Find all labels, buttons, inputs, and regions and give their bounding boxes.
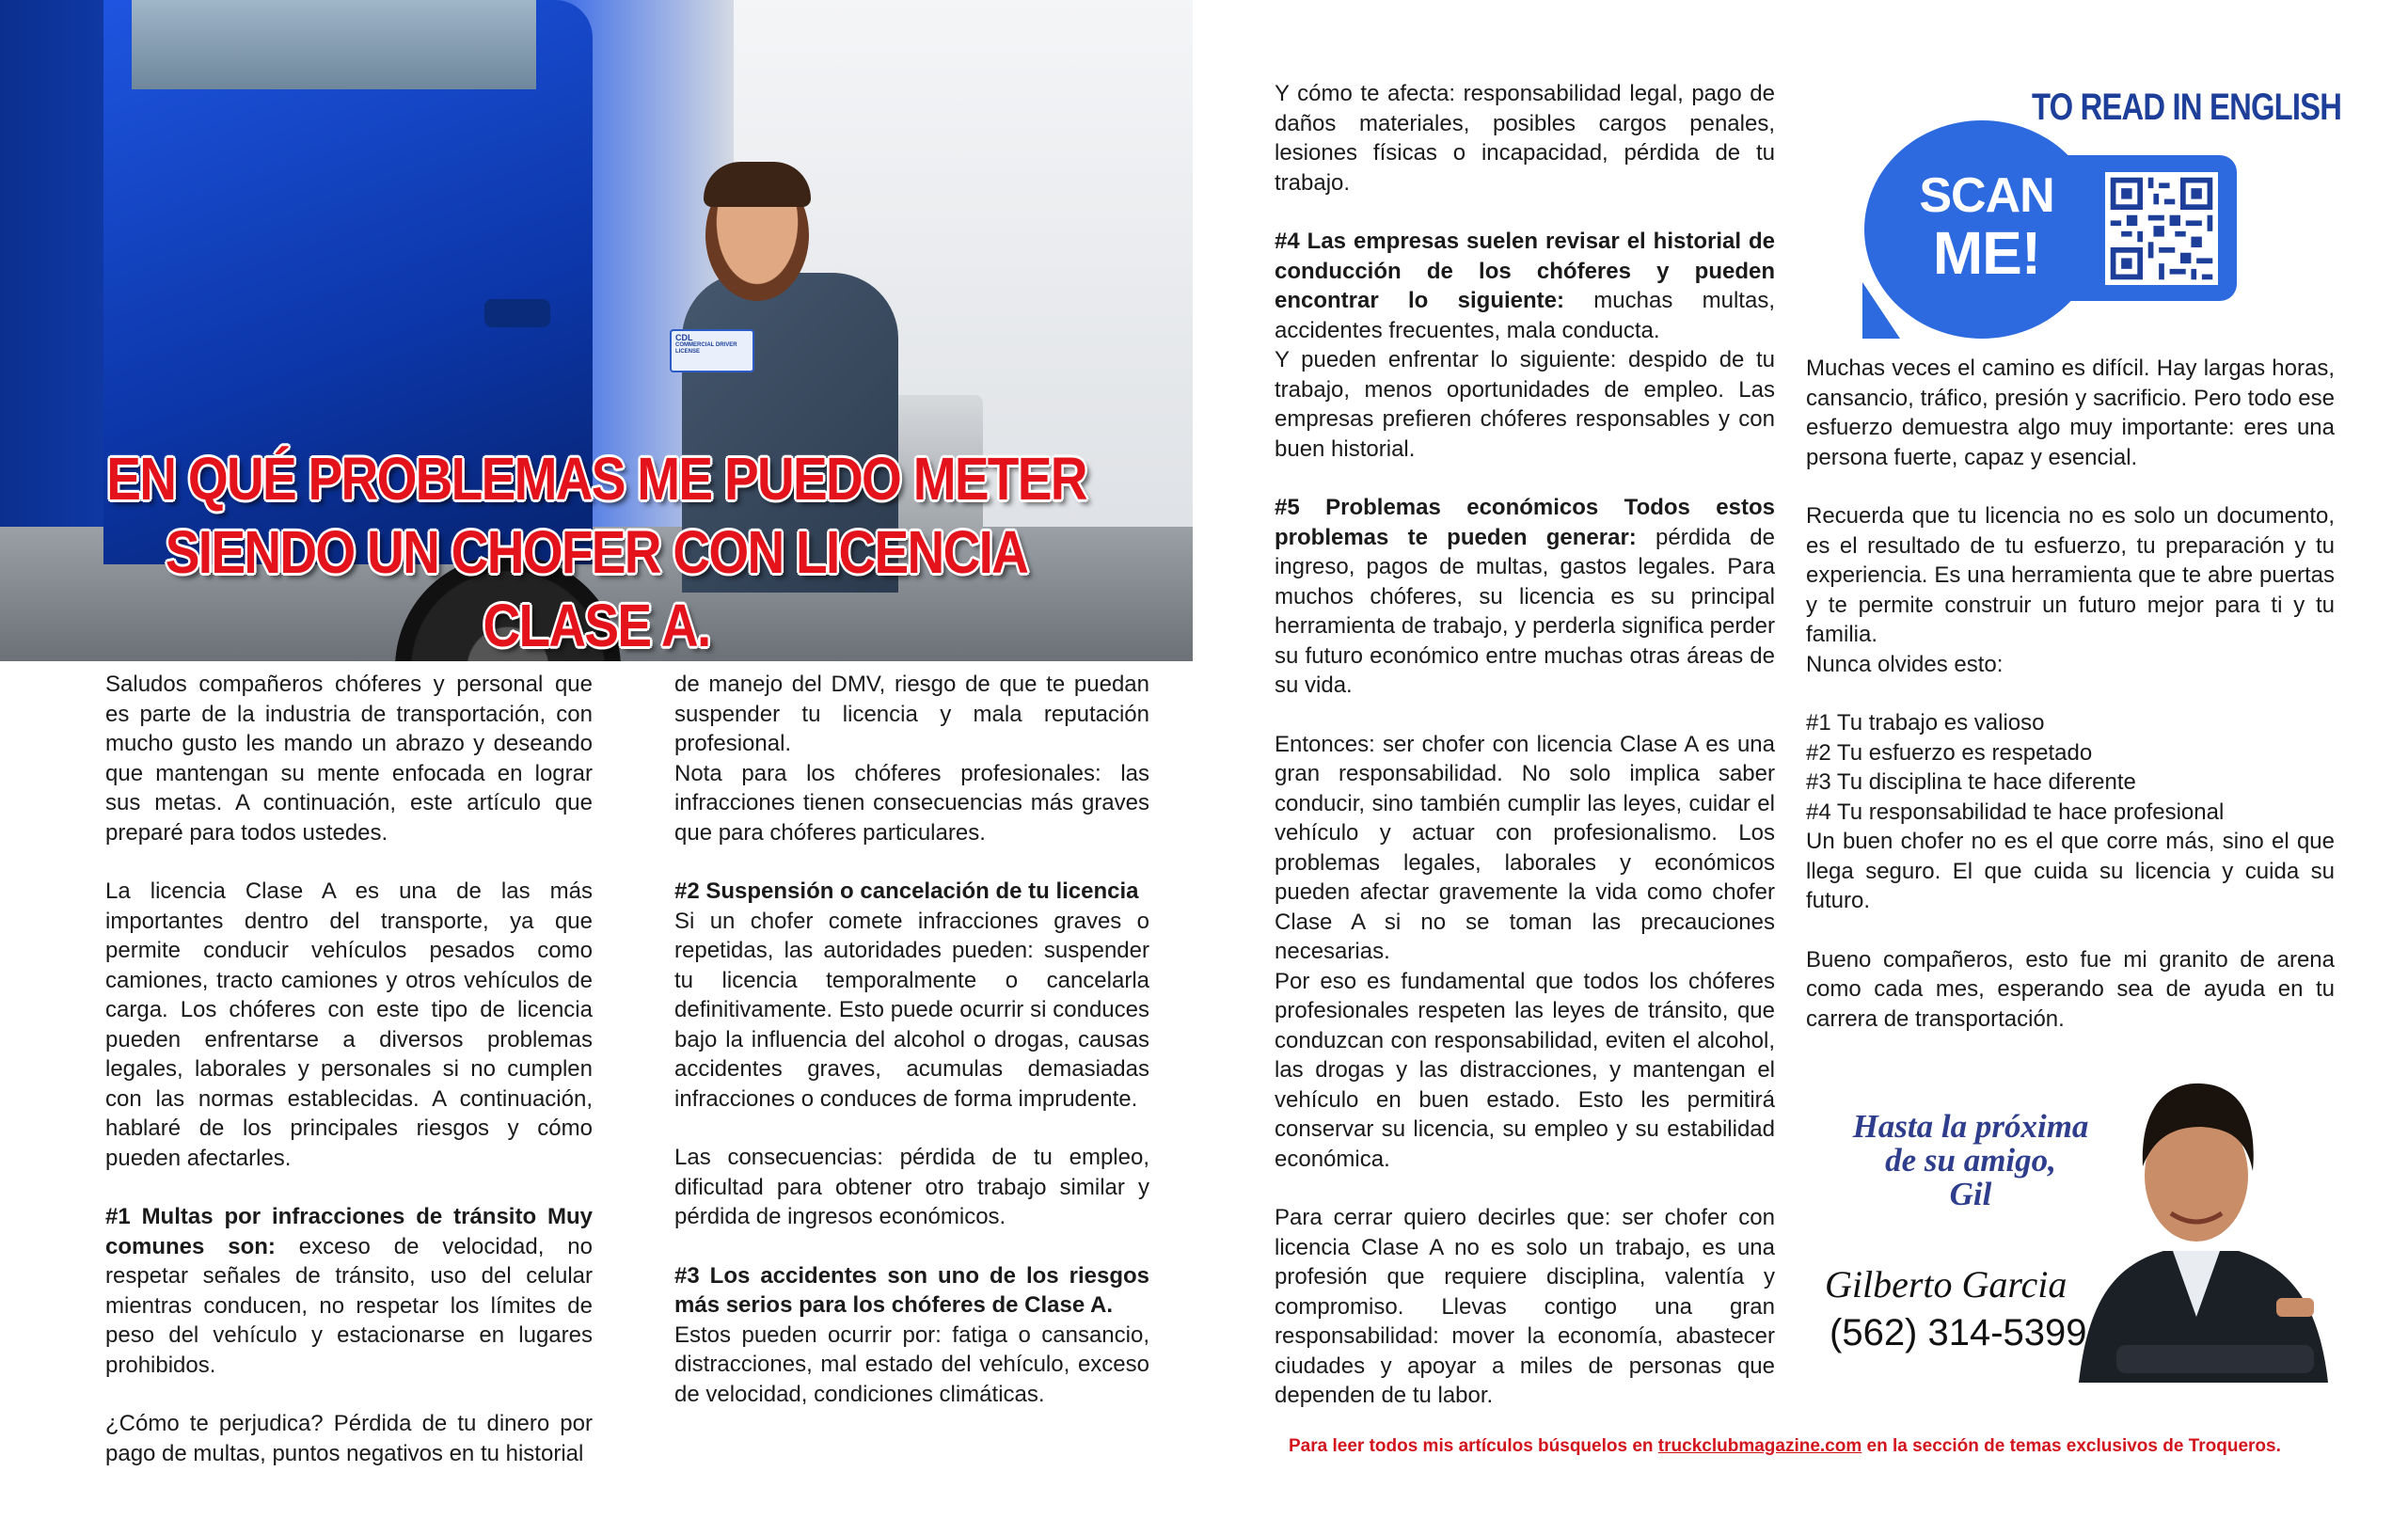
paragraph: Nota para los chóferes profesionales: las infracciones tienen consecuencias más graves que para chóferes particulares.: [674, 760, 1149, 846]
qr-code-icon[interactable]: [2105, 172, 2218, 285]
footer-text-after: en la sección de temas exclusivos de Troqueros.: [1861, 1436, 2281, 1456]
paragraph: Para cerrar quiero decirles que: ser chofer con licencia Clase A no es solo un trabajo, es una profesión que requiere disciplina, valentía y compromiso. Llevas contigo una gran responsabilidad: mover la economía, abastecer ciudades y apoyar a miles de personas que dependen de tu labor.: [1275, 1205, 1775, 1408]
scan-bubble-tail: [1862, 282, 1900, 339]
paragraph: Bueno compañeros, esto fue mi granito de arena como cada mes, esperando sea de ayuda en tu carrera de transportación.: [1806, 946, 2335, 1032]
paragraph: [1275, 493, 1775, 701]
headline-line-1: EN QUÉ PROBLEMAS ME PUEDO METER: [106, 445, 1086, 513]
door-handle: [484, 299, 550, 327]
list-item: #2 Tu esfuerzo es respetado: [1806, 739, 2093, 766]
paragraph: Y pueden enfrentar lo siguiente: despido de tu trabajo, menos oportunidades de empleo. Las empresas prefieren chóferes responsables y con buen historial.: [1275, 347, 1775, 462]
author-signature: Gilberto Garcia: [1825, 1263, 2067, 1306]
footer-text-before: Para leer todos mis artículos búsquelos en: [1289, 1436, 1658, 1456]
farewell-line-3: Gil: [1949, 1176, 1992, 1212]
paragraph: Recuerda que tu licencia no es solo un documento, es el resultado de tu esfuerzo, tu preparación y tu experiencia. Es una herramienta que te abre puertas y te permite construir un futuro mejor para ti y tu familia.: [1806, 503, 2335, 647]
column-4: [1806, 354, 2335, 1034]
read-in-english-label: TO READ IN ENGLISH: [2032, 87, 2342, 128]
paragraph: La licencia Clase A es una de las más importantes dentro del transporte, ya que permite conducir vehículos pesados como camiones, tracto camiones y otros vehículos de carga. Los chóferes con este tipo de licencia pueden enfrentarse a diversos problemas legales, laborales y personales si no cumplen con las normas establecidas. A continuación, hablaré de los principales riesgos y cómo pueden afectarles.: [105, 878, 593, 1171]
paragraph: Un buen chofer no es el que corre más, sino el que llega seguro. El que cuida su licencia y cuida su futuro.: [1806, 829, 2335, 913]
column-1: [105, 670, 593, 1468]
section-heading: #1 Multas por infracciones de tránsito Muy comunes son:: [105, 1204, 593, 1259]
column-2: [674, 670, 1149, 1409]
author-portrait: [2060, 1063, 2333, 1383]
cdl-card-sub: COMMERCIAL DRIVER LICENSE: [675, 342, 737, 355]
paragraph: [1275, 227, 1775, 345]
paragraph-text: pérdida de ingreso, pagos de multas, gastos legales. Para muchos chóferes, su licencia es su principal herramienta de trabajo, y perderla significa perder su futuro económico entre muchas otras áreas de su vida.: [1275, 524, 1775, 698]
list-item: #1 Tu trabajo es valioso: [1806, 710, 2045, 736]
list-item: #4 Tu responsabilidad te hace profesional: [1806, 799, 2225, 825]
farewell-line-1: Hasta la próxima: [1852, 1108, 2089, 1145]
driver-hair: [704, 162, 811, 207]
paragraph: Entonces: ser chofer con licencia Clase A es una gran responsabilidad. No solo implica saber conducir, sino también cumplir las leyes, cuidar el vehículo y actuar con profesionalismo. Los problemas legales, laborales y económicos pueden afectar gravemente la vida como chofer Clase A si no se toman las precauciones necesarias.: [1275, 731, 1775, 964]
cdl-card: [670, 329, 754, 372]
scan-word-line-1: SCAN: [1919, 168, 2054, 223]
list-item: #3 Tu disciplina te hace diferente: [1806, 769, 2136, 795]
paragraph: [674, 1261, 1149, 1321]
paragraph: Las consecuencias: pérdida de tu empleo, dificultad para obtener otro trabajo similar y pérdida de ingresos económicos.: [674, 1145, 1149, 1229]
headline-line-2: SIENDO UN CHOFER CON LICENCIA CLASE A.: [165, 518, 1028, 659]
section-heading: #4 Las empresas suelen revisar el historial de conducción de los chóferes y pueden encontrar lo siguiente:: [1275, 229, 1775, 313]
paragraph: Nunca olvides esto:: [1806, 651, 2004, 677]
section-heading: #2 Suspensión o cancelación de tu licencia: [674, 878, 1139, 904]
paragraph: de manejo del DMV, riesgo de que te puedan suspender tu licencia y mala reputación profesional.: [674, 672, 1149, 756]
truck-window: [132, 0, 536, 89]
paragraph: Estos pueden ocurrir por: fatiga o cansancio, distracciones, mal estado del vehículo, exceso de velocidad, condiciones climáticas.: [674, 1321, 1149, 1407]
paragraph: Si un chofer comete infracciones graves o repetidas, las autoridades pueden: suspender tu licencia temporalmente o cancelarla definitivamente. Esto puede ocurrir si conduces bajo la influencia del alcohol o drogas, causas accidentes graves, acumulas demasiadas infracciones o conduces de forma imprudente.: [674, 908, 1149, 1112]
footer-note: [1289, 1436, 2323, 1457]
qr-code-graphic: [2105, 172, 2218, 285]
scan-me-text: [1893, 168, 2081, 287]
paragraph: Saludos compañeros chóferes y personal que es parte de la industria de transportación, con mucho gusto les mando un abrazo y deseando que mantengan su mente enfocada en lograr sus metas. A continuación, este artículo que preparé para todos ustedes.: [105, 672, 593, 846]
farewell-line-2: de su amigo,: [1885, 1142, 2056, 1179]
section-heading: #3 Los accidentes son uno de los riesgos más serios para los chóferes de Clase A.: [674, 1262, 1149, 1318]
paragraph: ¿Cómo te perjudica? Pérdida de tu dinero por pago de multas, puntos negativos en tu historial: [105, 1411, 593, 1466]
paragraph: Y cómo te afecta: responsabilidad legal, pago de daños materiales, posibles cargos penales, lesiones físicas o incapacidad, pérdida de tu trabajo.: [1275, 81, 1775, 196]
paragraph: [674, 877, 1149, 907]
column-3: [1275, 79, 1775, 1411]
section-heading: #5 Problemas económicos Todos estos problemas te pueden generar:: [1275, 495, 1775, 550]
paragraph: Por eso es fundamental que todos los chóferes profesionales respeten las leyes de tránsito, que conduzcan con responsabilidad, eviten el alcohol, las drogas y las distracciones, y mantengan el vehículo en buen estado. Esto les permitirá conservar su licencia, su empleo y su estabilidad económica.: [1275, 968, 1775, 1172]
paragraph-text: exceso de velocidad, no respetar señales de tránsito, uso del celular mientras conducen, no respetar los límites de peso del vehículo y estacionarse en lugares prohibidos.: [105, 1233, 593, 1378]
magazine-link[interactable]: truckclubmagazine.com: [1657, 1436, 1862, 1456]
paragraph: Muchas veces el camino es difícil. Hay largas horas, cansancio, tráfico, presión y sacrificio. Pero todo ese esfuerzo demuestra algo muy importante: eres una persona fuerte, capaz y esencial.: [1806, 356, 2335, 470]
cdl-card-title: CDL: [675, 333, 693, 342]
article-headline: [0, 442, 1193, 662]
paragraph: [105, 1202, 593, 1380]
scan-word-line-2: ME!: [1932, 219, 2041, 287]
author-phone: (562) 314-5399: [1830, 1312, 2087, 1353]
paragraph-text: muchas multas, accidentes frecuentes, mala conducta.: [1275, 288, 1775, 343]
